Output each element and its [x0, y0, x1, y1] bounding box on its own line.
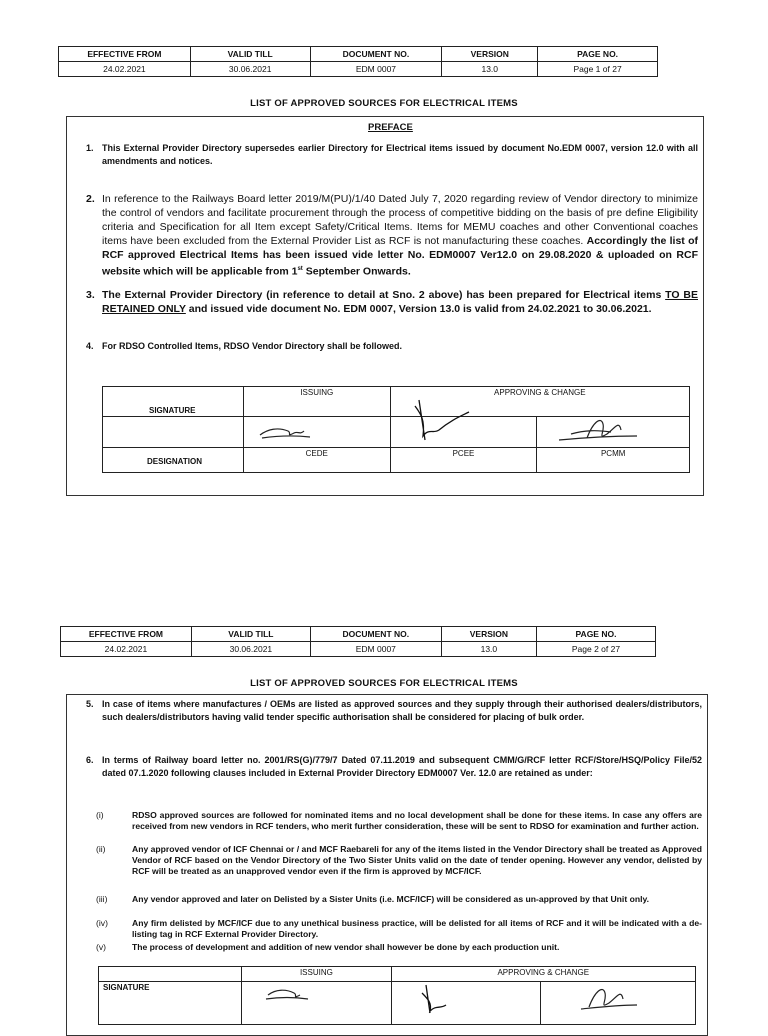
subitem-text: Any vendor approved and later on Delisted by a Sister Units (i.e. MCF/ICF) will be considered as un-approved by that Unit only. — [132, 894, 649, 904]
item-text-main: The External Provider Directory (in reference to detail at Sno. 2 above) has been prepared for Electrical items — [102, 289, 666, 301]
signature-label: SIGNATURE — [149, 406, 196, 415]
subitem-ii — [96, 844, 702, 890]
list-title: LIST OF APPROVED SOURCES FOR ELECTRICAL ITEMS — [250, 678, 518, 689]
item-text: In case of items where manufactures / OEMs are listed as approved sources and they supply through their authorised dealers/distributors, such dealers/distributors having valid tender specific authorisation shall be considered for placing of bulk order. — [102, 699, 702, 722]
subitem-number: (i) — [96, 810, 104, 820]
sig-label-signature — [99, 982, 242, 1025]
subitem-i — [96, 810, 702, 844]
signature-table — [98, 966, 696, 1025]
subitem-number: (ii) — [96, 844, 106, 854]
subitem-text: The process of development and addition of new vendor shall however be done by each production unit. — [132, 942, 560, 952]
subitem-v — [96, 942, 702, 954]
subitem-text: RDSO approved sources are followed for nominated items and no local development shall be done for these items. In case any offers are received from new vendors in RCF tenders, who merit further consideration, these will be sent to RDSO for examination and further action. — [132, 810, 702, 832]
subitem-iv — [96, 918, 702, 941]
document-header-table — [58, 46, 658, 77]
document-header-table — [60, 626, 656, 657]
sig-header-row — [99, 967, 696, 982]
item-number: 5. — [86, 699, 94, 709]
signature-label: SIGNATURE — [103, 983, 150, 992]
header-page-no-value: Page 2 of 27 — [536, 642, 655, 657]
subitem-number: (iv) — [96, 918, 108, 928]
item-text-main: In reference to the Railways Board letter 2019/M(PU)/1/40 Dated July 7, 2020 regarding review of Vendor directory to minimize the control of vendors and facilitate procurement through the process of competitive bidding on the basis of pre define Eligibility criteria and Specification for all Item except Safety/Critical Items. Items for MEMU coaches and other Conventional coaches items have been excluded from the External Provider List as RCF is not manufacturing these coaches. — [102, 193, 698, 247]
header-labels-row — [59, 47, 658, 62]
sig-designation-pcmm: PCMM — [537, 448, 690, 473]
sig-empty-cell — [99, 967, 242, 982]
header-version-value: 13.0 — [441, 642, 536, 657]
sig-label-signature — [103, 387, 244, 417]
sig-signature-row — [103, 417, 690, 448]
subitem-text: Any approved vendor of ICF Chennai or / and MCF Raebareli for any of the items listed in the Vendor Directory shall be treated as Approved Vendor of RCF based on the Vendor Directory of the Two Sister Units valid on the date of tender opening. However any vendor, delisted by RCF will be treated as an unapproved vendor even if the firm is approved by MCF/ICF. — [132, 844, 702, 877]
item-4 — [86, 340, 698, 354]
sig-cede-signature — [243, 417, 390, 448]
sig-designation-pcee: PCEE — [390, 448, 537, 473]
item-text-underlined: TO BE RETAINED ONLY — [102, 289, 698, 315]
header-valid-till-label: VALID TILL — [190, 47, 310, 62]
preface-title: PREFACE — [368, 122, 413, 133]
header-version-label: VERSION — [442, 47, 538, 62]
sig-pcmm-signature — [540, 982, 695, 1025]
sig-pcee-signature — [390, 417, 537, 448]
sig-approving-header: APPROVING & CHANGE — [390, 387, 689, 417]
header-document-no-label: DOCUMENT NO. — [310, 47, 442, 62]
sig-issuing-header: ISSUING — [242, 967, 391, 982]
sig-pcmm-signature — [537, 417, 690, 448]
handwritten-signature-icon — [395, 396, 505, 446]
header-effective-from-value: 24.02.2021 — [61, 642, 192, 657]
item-number: 4. — [86, 341, 94, 351]
sig-approving-header: APPROVING & CHANGE — [391, 967, 695, 982]
header-effective-from-label: EFFECTIVE FROM — [61, 627, 192, 642]
sig-designation-row — [103, 448, 690, 473]
item-text: This External Provider Directory supersedes earlier Directory for Electrical items issued by document No.EDM 0007, version 12.0 with all amendments and notices. — [102, 143, 698, 166]
item-3 — [86, 288, 698, 318]
item-text-superscript: st — [297, 266, 303, 272]
handwritten-signature-icon — [246, 983, 326, 1005]
item-text: For RDSO Controlled Items, RDSO Vendor Directory shall be followed. — [102, 341, 403, 351]
item-text-bold: Accordingly the list of RCF approved Electrical Items has been issued vide letter No. EDM0007 Ver12.0 on 29.08.2020 & uploaded on RCF website which will be applicable from 1 — [102, 235, 698, 278]
sig-cede-signature — [242, 982, 391, 1025]
header-document-no-label: DOCUMENT NO. — [310, 627, 441, 642]
header-page-no-label: PAGE NO. — [536, 627, 655, 642]
item-text — [102, 288, 698, 316]
item-number: 2. — [86, 193, 95, 205]
handwritten-signature-icon — [396, 983, 486, 1015]
header-version-label: VERSION — [441, 627, 536, 642]
header-valid-till-value: 30.06.2021 — [190, 62, 310, 77]
item-2 — [86, 192, 698, 276]
item-number: 1. — [86, 143, 94, 153]
header-valid-till-label: VALID TILL — [191, 627, 310, 642]
sig-signature-row — [99, 982, 696, 1025]
header-values-row — [59, 62, 658, 77]
header-page-no-label: PAGE NO. — [538, 47, 658, 62]
header-document-no-value: EDM 0007 — [310, 642, 441, 657]
header-values-row — [61, 642, 656, 657]
item-text: In terms of Railway board letter no. 2001/RS(G)/779/7 Dated 07.11.2019 and subsequent CMM/G/RCF letter RCF/Store/HSQ/Policy File/52 dated 07.1.2020 following clauses included in External Provider Directory EDM0007 Ver. 12.0 are retained as under: — [102, 755, 702, 778]
header-effective-from-value: 24.02.2021 — [59, 62, 191, 77]
item-6 — [86, 754, 702, 794]
item-number: 3. — [86, 289, 95, 301]
item-text-end: and issued vide document No. EDM 0007, Version 13.0 is valid from 24.02.2021 to 30.06.2021. — [185, 303, 652, 315]
list-title: LIST OF APPROVED SOURCES FOR ELECTRICAL ITEMS — [250, 98, 518, 109]
item-1 — [86, 142, 698, 170]
item-text — [102, 192, 698, 279]
subitem-text: Any firm delisted by MCF/ICF due to any unethical business practice, will be delisted for all items of RCF and it will be indicated with a de-listing tag in RCF External Provider Directory. — [132, 918, 702, 940]
sig-pcee-signature — [391, 982, 540, 1025]
subitem-iii — [96, 894, 702, 917]
header-version-value: 13.0 — [442, 62, 538, 77]
header-labels-row — [61, 627, 656, 642]
item-number: 6. — [86, 755, 94, 765]
document-page-2 — [0, 580, 768, 1024]
header-document-no-value: EDM 0007 — [310, 62, 442, 77]
subitem-number: (iii) — [96, 894, 108, 904]
subitem-number: (v) — [96, 942, 107, 952]
sig-designation-cede: CEDE — [243, 448, 390, 473]
sig-issuing-header: ISSUING — [243, 387, 390, 417]
header-page-no-value: Page 1 of 27 — [538, 62, 658, 77]
handwritten-signature-icon — [248, 421, 328, 443]
handwritten-signature-icon — [541, 412, 651, 446]
header-valid-till-value: 30.06.2021 — [191, 642, 310, 657]
header-effective-from-label: EFFECTIVE FROM — [59, 47, 191, 62]
designation-label: DESIGNATION — [147, 457, 202, 466]
signature-table — [102, 386, 690, 473]
item-text-bold-end: September Onwards. — [302, 265, 411, 278]
item-5 — [86, 698, 702, 738]
handwritten-signature-icon — [545, 983, 655, 1013]
sig-empty-cell — [103, 417, 244, 448]
sig-label-designation — [103, 448, 244, 473]
